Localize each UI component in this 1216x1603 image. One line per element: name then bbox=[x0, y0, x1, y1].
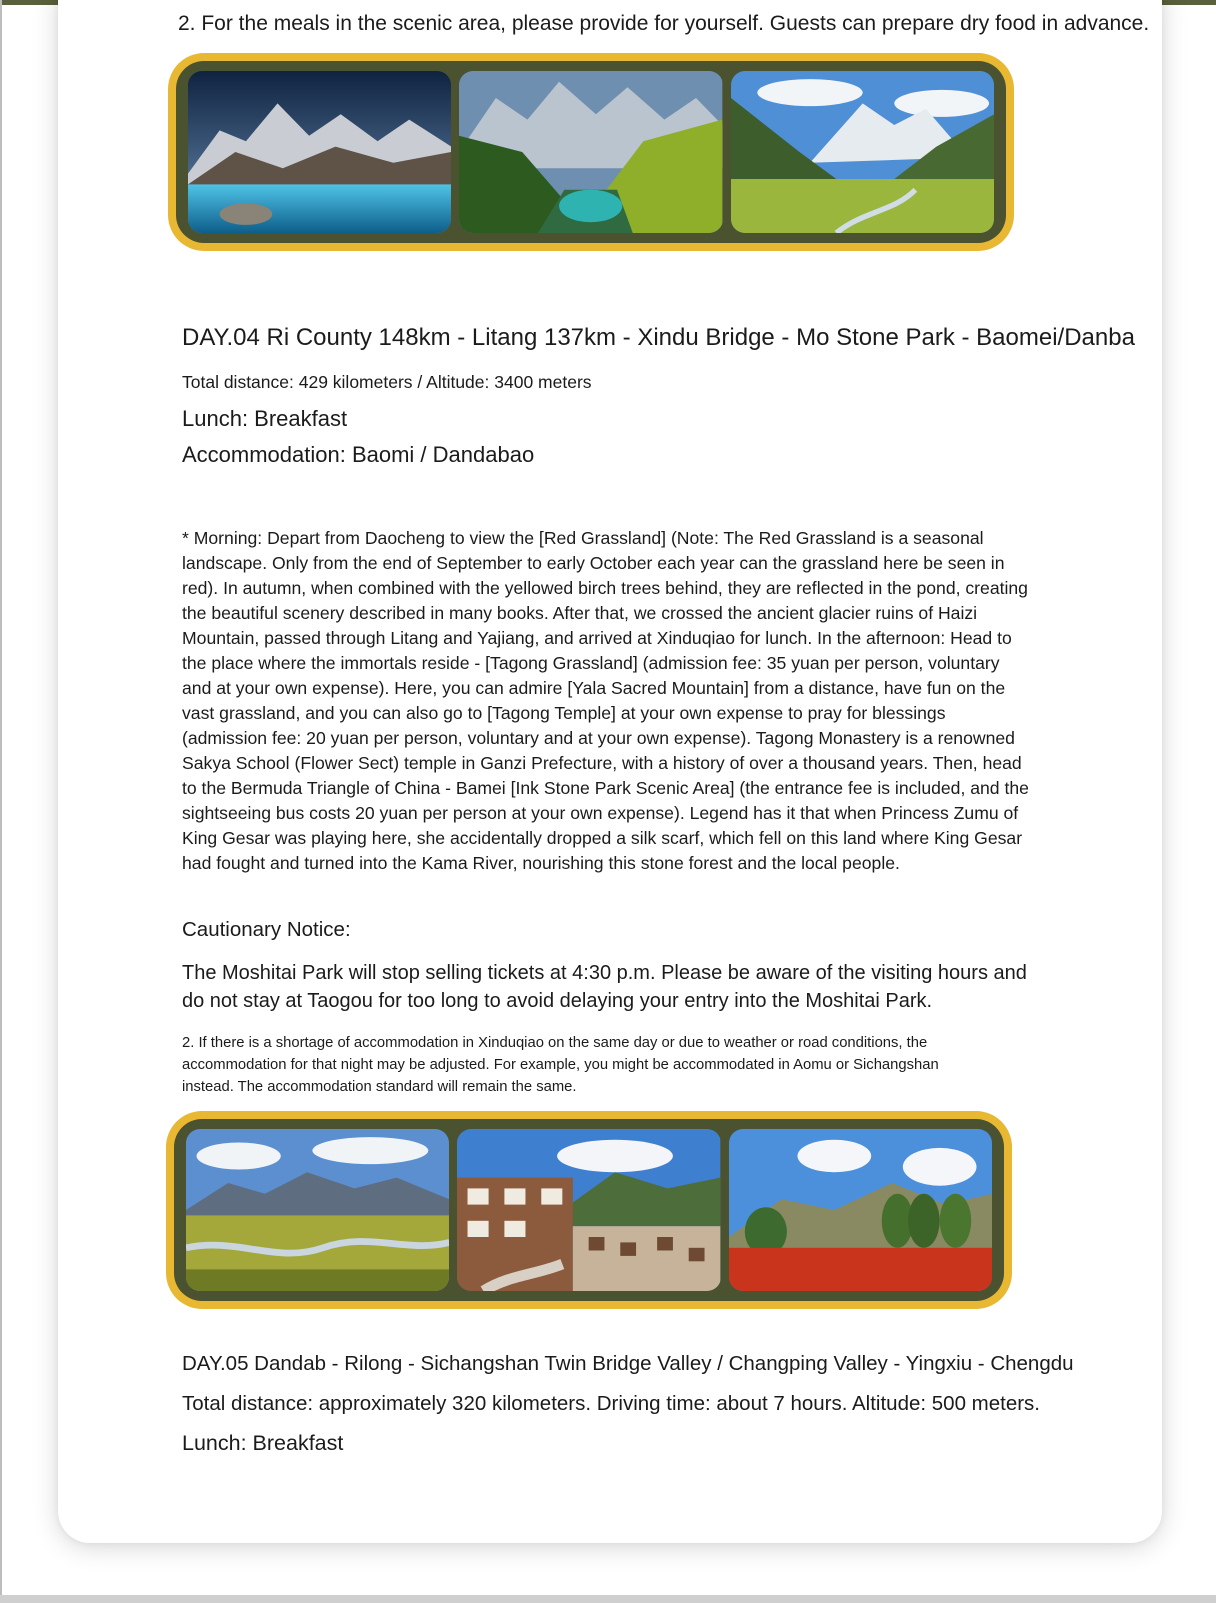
tibetan-village-photo bbox=[457, 1129, 720, 1291]
alpine-valley-lake-photo bbox=[459, 71, 722, 233]
photo-strip-frame bbox=[174, 1119, 1004, 1301]
left-border bbox=[0, 0, 2, 1603]
caution-title: Cautionary Notice: bbox=[182, 918, 351, 941]
day4-title: DAY.04 Ri County 148km - Litang 137km - Xindu Bridge - Mo Stone Park - Baomei/Danba bbox=[182, 324, 1135, 351]
day4-distance: Total distance: 429 kilometers / Altitude: 3400 meters bbox=[182, 372, 592, 392]
red-grassland-photo bbox=[729, 1129, 992, 1291]
glacier-lake-photo bbox=[188, 71, 451, 233]
day4-lunch: Lunch: Breakfast bbox=[182, 406, 348, 431]
photo-strip-day3 bbox=[168, 53, 1014, 251]
day5-title: DAY.05 Dandab - Rilong - Sichangshan Twin Bridge Valley / Changping Valley - Yingxiu - Chengdu bbox=[182, 1352, 1074, 1375]
day4-description: * Morning: Depart from Daocheng to view the [Red Grassland] (Note: The Red Grassland is a seasonal landscape. Only from the end of September to early October each year can the grassland here be seen in red). In autumn, when combined with the yellowed birch trees behind, they are reflected in the pond, creating the beautiful scenery described in many books. After that, we crossed the ancient glacier ruins of Haizi Mountain, passed through Litang and Yajiang, and arrived at Xinduqiao for lunch. In the afternoon: Head to the place where the immortals reside - [Tagong Grassland] (admission fee: 35 yuan per person, voluntary and at your own expense). Here, you can admire [Yala Sacred Mountain] from a distance, have fun on the vast grassland, and you can also go to [Tagong Temple] at your own expense to pray for blessings (admission fee: 20 yuan per person, voluntary and at your own expense). Tagong Monastery is a renowned Sakya School (Flower Sect) temple in Ganzi Prefecture, with a history of over a thousand years. Then, head to the Bermuda Triangle of China - Bamei [Ink Stone Park Scenic Area] (the entrance fee is included, and the sightseeing bus costs 20 yuan per person at your own expense). Legend has it that when Princess Zumu of King Gesar was playing here, she accidentally dropped a silk scarf, which fell on this land where King Gesar had fought and turned into the Kama River, nourishing this stone forest and the local people. bbox=[182, 528, 1029, 873]
bottom-band bbox=[0, 1595, 1216, 1603]
accommodation-note: 2. If there is a shortage of accommodation in Xinduqiao on the same day or due to weather or road conditions, the accommodation for that night may be adjusted. For example, you might be accommodated in Aomu or Sichangshan instead. The accommodation standard will remain the same. bbox=[182, 1035, 939, 1095]
photo-strip-frame bbox=[176, 61, 1006, 243]
day4-accommodation: Accommodation: Baomi / Dandabao bbox=[182, 442, 535, 467]
meals-note: 2. For the meals in the scenic area, please provide for yourself. Guests can prepare dry food in advance. bbox=[178, 12, 1150, 35]
photo-strip-day4 bbox=[166, 1111, 1012, 1309]
grassland-river-photo bbox=[186, 1129, 449, 1291]
caution-text: The Moshitai Park will stop selling tickets at 4:30 p.m. Please be aware of the visiting hours and do not stay at Taogou for too long to avoid delaying your entry into the Moshitai Park. bbox=[182, 962, 1027, 1012]
day5-lunch: Lunch: Breakfast bbox=[182, 1431, 344, 1455]
snow-peak-meadow-photo bbox=[731, 71, 994, 233]
day5-distance: Total distance: approximately 320 kilometers. Driving time: about 7 hours. Altitude: 500 meters. bbox=[182, 1392, 1041, 1415]
